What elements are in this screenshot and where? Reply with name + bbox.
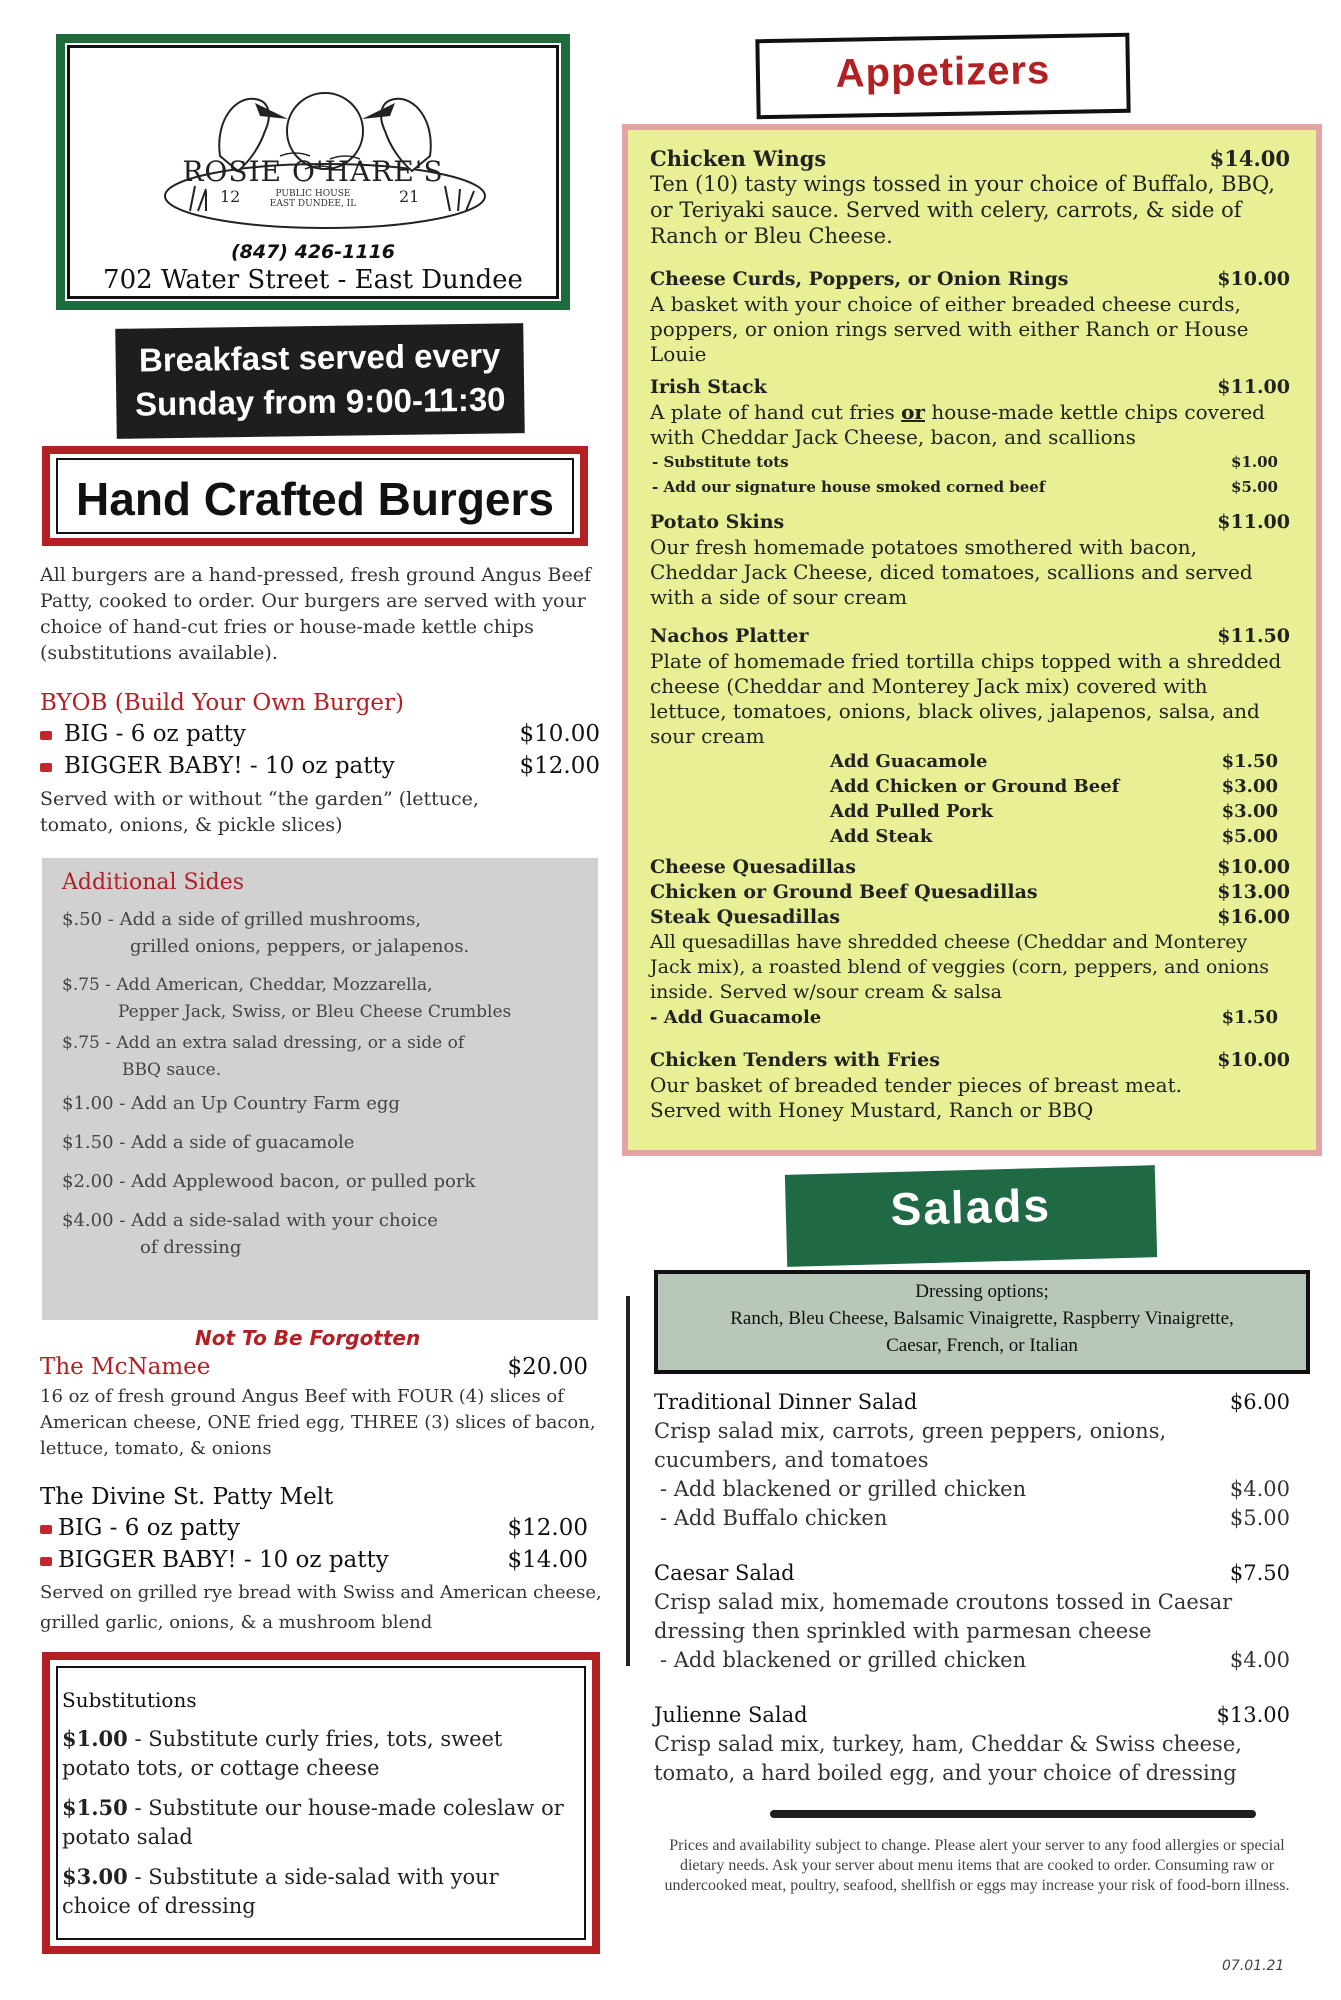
melt-item-name: BIG - 6 oz patty [58,1515,240,1541]
not-forgotten-heading: Not To Be Forgotten [195,1326,421,1350]
appetizer-item [650,267,1290,367]
byob-list [40,718,600,782]
appetizer-desc: A basket with your choice of either breaded cheese curds, poppers, or onion rings served with either Ranch or House Louie [650,292,1249,366]
appetizer-add [650,774,1290,799]
side-price: $.50 - [62,909,114,930]
side-text: Add an extra salad dressing, or a side of [116,1033,465,1053]
breakfast-banner [115,323,524,465]
melt-list [40,1512,588,1576]
salad-name: Caesar Salad [654,1561,795,1585]
add-name: - Substitute tots [652,453,789,471]
logo-name: ROSIE O'HARE'S [182,155,444,188]
appetizers-box [622,124,1322,1156]
irish-desc-b: house-made kettle chips covered with Cheddar Jack Cheese, bacon, and scallions [650,400,1265,449]
salad-name: Julienne Salad [654,1703,808,1727]
byob-item-price: $12.00 [519,753,600,779]
logo-number-left: 12 [220,187,241,206]
appetizer-add [650,824,1290,849]
add-price: $5.00 [1221,826,1278,847]
side-item [62,1168,582,1195]
byob-item [40,750,600,782]
side-price: $1.50 - [62,1132,126,1153]
mcnamee-desc: 16 oz of fresh ground Angus Beef with FOUR (4) slices of American cheese, ONE fried egg, THREE (3) slices of bacon, lettuce, tomato, & onions [40,1386,596,1459]
add-name: Add Pulled Pork [830,801,994,822]
byob-item-name: BIG - 6 oz patty [64,721,246,747]
add-name: Add Steak [830,826,933,847]
dressing-heading: Dressing options; [915,1281,1049,1302]
add-price: $4.00 [1229,1477,1290,1501]
melt-item-price: $14.00 [507,1547,588,1573]
byob-item-price: $10.00 [519,721,600,747]
melt-item-price: $12.00 [507,1515,588,1541]
appetizer-name: Potato Skins [650,511,785,533]
add-name: Add Guacamole [830,751,988,772]
salad-item [654,1559,1290,1675]
appetizer-price: $10.00 [1217,268,1290,290]
side-item [62,972,582,1026]
add-name: - Add blackened or grilled chicken [660,1648,1027,1672]
appetizer-item [650,855,1290,1030]
salad-item [654,1388,1290,1533]
add-price: $1.00 [1231,453,1278,471]
appetizer-price: $10.00 [1217,856,1290,878]
substitution-item [62,1862,572,1921]
dressing-line-1: Ranch, Bleu Cheese, Balsamic Vinaigrette, Raspberry Vinaigrette, [730,1308,1234,1329]
appetizer-price: $16.00 [1217,906,1290,928]
bullet-icon [40,731,52,740]
side-text-2: of dressing [140,1237,242,1258]
burgers-header-box [42,446,588,546]
add-price: $5.00 [1229,1506,1290,1530]
salad-desc: Crisp salad mix, carrots, green peppers, onions, cucumbers, and tomatoes [654,1419,1167,1472]
mcnamee-header [40,1354,588,1380]
salads-list [654,1388,1290,1788]
sides-title: Additional Sides [62,870,245,895]
side-text: Add a side of grilled mushrooms, [119,909,422,930]
byob-title: BYOB (Build Your Own Burger) [40,690,405,716]
appetizer-price: $10.00 [1217,1049,1290,1071]
appetizer-desc: Ten (10) tasty wings tossed in your choice of Buffalo, BBQ, or Teriyaki sauce. Served with celery, carrots, & side of Ranch or Bleu Cheese. [650,172,1275,248]
substitution-price: $1.50 [62,1795,128,1820]
appetizer-price: $14.00 [1209,146,1290,171]
side-price: $4.00 - [62,1210,126,1231]
appetizer-add [650,450,1290,475]
substitutions-list [62,1724,572,1921]
substitutions-box [42,1652,600,1954]
breakfast-line-1: Breakfast served every [138,336,501,379]
side-price: $2.00 - [62,1171,126,1192]
dressing-line-2: Caesar, French, or Italian [886,1335,1078,1356]
add-name: - Add Buffalo chicken [660,1506,888,1530]
salad-item [654,1701,1290,1788]
appetizers-title: Appetizers [835,48,1051,96]
appetizer-desc [650,400,1290,450]
add-name: - Add our signature house smoked corned beef [652,478,1046,496]
bullet-icon [40,1525,52,1534]
add-price: $3.00 [1221,801,1278,822]
melt-desc: Served on grilled rye bread with Swiss and American cheese, grilled garlic, onions, & a mushroom blend [40,1582,602,1633]
side-text-2: grilled onions, peppers, or jalapenos. [130,936,470,957]
add-price: $1.50 [1221,751,1278,772]
byob-note: Served with or without “the garden” (lettuce, tomato, onions, & pickle slices) [40,788,479,836]
side-item [62,1129,582,1156]
salad-price: $7.50 [1229,1561,1290,1585]
appetizers-header-box [755,33,1130,120]
appetizer-desc: Our basket of breaded tender pieces of breast meat. Served with Honey Mustard, Ranch or BBQ [650,1073,1182,1122]
burgers-title: Hand Crafted Burgers [76,473,554,525]
salads-title: Salads [889,1178,1052,1236]
sides-list [62,906,582,1261]
salad-add [654,1646,1290,1675]
salad-price: $6.00 [1229,1390,1290,1414]
melt-name: The Divine St. Patty Melt [40,1484,334,1510]
phone-number: (847) 426-1116 [230,241,396,263]
salads-header-box [785,1165,1157,1267]
side-text: Add a side-salad with your choice [131,1210,438,1231]
add-price: $3.00 [1221,776,1278,797]
appetizer-name: Cheese Curds, Poppers, or Onion Rings [650,268,1069,290]
appetizer-price: $13.00 [1217,881,1290,903]
side-text: Add Applewood bacon, or pulled pork [131,1171,476,1192]
side-price: $1.00 - [62,1093,126,1114]
byob-item [40,718,600,750]
irish-desc-a: A plate of hand cut fries [650,400,902,424]
appetizer-price: $11.00 [1217,511,1290,533]
appetizer-name: Chicken or Ground Beef Quesadillas [650,881,1038,903]
address: 702 Water Street - East Dundee [103,265,523,295]
add-name: - Add Guacamole [650,1007,822,1028]
add-price: $1.50 [1221,1007,1278,1028]
side-price: $.75 - [62,975,111,995]
salad-desc: Crisp salad mix, turkey, ham, Cheddar & Swiss cheese, tomato, a hard boiled egg, and your choice of dressing [654,1732,1242,1785]
breakfast-line-2: Sunday from 9:00-11:30 am [134,380,506,465]
logo-number-right: 21 [399,187,420,206]
substitution-price: $1.00 [62,1726,128,1751]
bullet-icon [40,763,52,772]
logo-box [56,34,570,310]
appetizer-item [650,1048,1290,1123]
add-price: $5.00 [1231,478,1278,496]
add-price: $4.00 [1229,1648,1290,1672]
footer-divider [770,1810,1256,1818]
substitution-price: $3.00 [62,1864,128,1889]
melt-item-name: BIGGER BABY! - 10 oz patty [58,1547,389,1573]
side-text: Add American, Cheddar, Mozzarella, [116,975,433,995]
mcnamee-price: $20.00 [507,1354,588,1380]
appetizer-name: Chicken Tenders with Fries [650,1049,940,1071]
salads-divider-line [626,1296,630,1666]
appetizer-add [650,799,1290,824]
side-text: Add an Up Country Farm egg [131,1093,400,1114]
logo-subtitle: PUBLIC HOUSE EAST DUNDEE, IL [269,189,357,209]
disclaimer: Prices and availability subject to change. Please alert your server to any food allergies or special dietary needs. Ask your server about menu items that are cooked to order. Consuming raw or undercooked meat, poultry, seafood, shellfish or eggs may increase your risk of food-born illness. [664,1837,1290,1894]
substitution-text: - Substitute curly fries, tots, sweet potato tots, or cottage cheese [62,1727,503,1780]
appetizer-item [650,375,1290,500]
substitutions-title: Substitutions [62,1688,197,1712]
menu-date: 07.01.21 [1222,1958,1285,1974]
appetizer-name: Cheese Quesadillas [650,856,856,878]
appetizer-name: Steak Quesadillas [650,906,841,928]
appetizer-desc: Plate of homemade fried tortilla chips topped with a shredded cheese (Cheddar and Monterey Jack mix) covered with lettuce, tomatoes, onions, black olives, jalapenos, salsa, and sour cream [650,649,1282,748]
salad-add [654,1475,1290,1504]
melt-item [40,1512,588,1544]
appetizer-item [650,510,1290,610]
irish-desc-or: or [901,400,925,424]
substitution-item [62,1793,572,1852]
appetizer-add [650,749,1290,774]
substitution-text: - Substitute our house-made coleslaw or potato salad [62,1796,564,1849]
side-text-2: Pepper Jack, Swiss, or Bleu Cheese Crumbles [118,1002,512,1022]
appetizer-add [650,475,1290,500]
add-name: Add Chicken or Ground Beef [830,776,1120,797]
salad-desc: Crisp salad mix, homemade croutons tossed in Caesar dressing then sprinkled with parmesan cheese [654,1590,1233,1643]
appetizer-item [650,146,1290,249]
additional-sides-box [42,858,598,1320]
side-item [62,1090,582,1117]
side-text-2: BBQ sauce. [122,1060,222,1080]
appetizers-list [650,146,1290,1123]
side-text: Add a side of guacamole [131,1132,355,1153]
side-item [62,1207,582,1261]
appetizer-price: $11.00 [1217,376,1290,398]
side-item [62,1030,582,1084]
side-price: $.75 - [62,1033,111,1053]
appetizer-desc: Our fresh homemade potatoes smothered with bacon, Cheddar Jack Cheese, diced tomatoes, scallions and served with a side of sour cream [650,535,1253,609]
appetizer-name: Irish Stack [650,376,767,398]
byob-item-name: BIGGER BABY! - 10 oz patty [64,753,395,779]
appetizer-name: Chicken Wings [650,146,827,171]
appetizer-name: Nachos Platter [650,625,809,647]
dressing-options-box [654,1270,1310,1374]
appetizer-item [650,624,1290,849]
substitution-item [62,1724,572,1783]
salad-name: Traditional Dinner Salad [654,1390,918,1414]
salad-price: $13.00 [1216,1703,1290,1727]
mcnamee-name: The McNamee [40,1354,211,1380]
melt-item [40,1544,588,1576]
appetizer-desc: All quesadillas have shredded cheese (Cheddar and Monterey Jack mix), a roasted blend of veggies (corn, peppers, and onions inside. Served w/sour cream & salsa [650,931,1270,1003]
side-item [62,906,582,960]
burgers-intro: All burgers are a hand-pressed, fresh ground Angus Beef Patty, cooked to order. Our burgers are served with your choice of hand-cut fries or house-made kettle chips (substitutions available). [40,564,591,664]
appetizer-add [650,1005,1290,1030]
substitution-text: - Substitute a side-salad with your choice of dressing [62,1865,499,1918]
salad-add [654,1504,1290,1533]
add-name: - Add blackened or grilled chicken [660,1477,1027,1501]
bullet-icon [40,1557,52,1566]
appetizer-price: $11.50 [1217,625,1290,647]
